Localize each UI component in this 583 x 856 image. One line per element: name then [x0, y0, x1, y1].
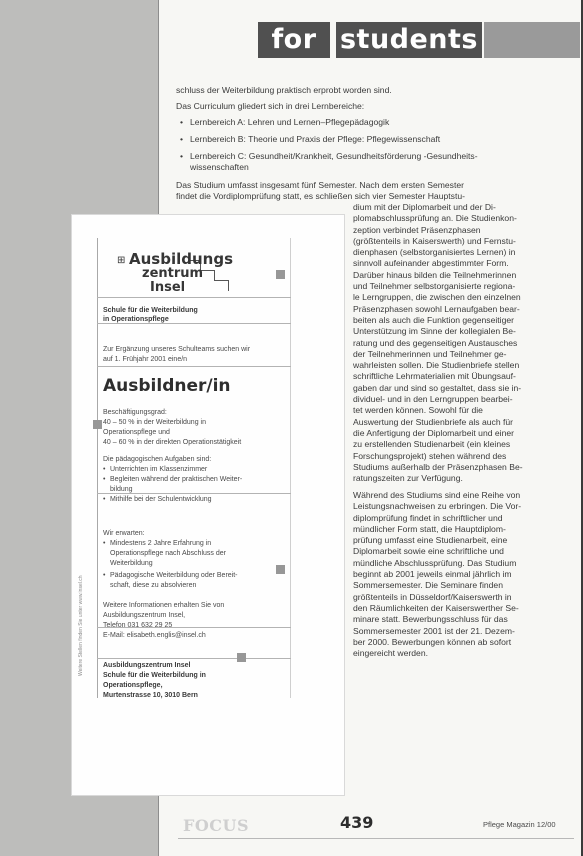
column-line: diplomprüfung findet in schriftlicher und [353, 512, 503, 523]
job-advertisement [72, 215, 344, 795]
column-line: Forschungsprojekt) stehen während des [353, 450, 507, 461]
ad-addr-2: Operationspflege, [103, 682, 163, 689]
ad-employ-0: Beschäftigungsgrad: [103, 409, 167, 416]
column-line: beginnt ab 2001 jeweils einmal jährlich im [353, 569, 512, 580]
ad-tasks-head: Die pädagogischen Aufgaben sind: [103, 456, 212, 463]
ad-bullet: • [103, 572, 106, 579]
column-line: eingereicht werden. [353, 648, 429, 659]
column-line: mündlicher Form statt, die Hauptdiplom- [353, 523, 506, 534]
study-line-1: Das Studium umfasst insgesamt fünf Semester. Nach dem ersten Semester [176, 180, 465, 190]
body-line-2: Das Curriculum gliedert sich in drei Lernbereiche: [176, 101, 365, 111]
column-line: mündliche Abschlussprüfung. Das Studium [353, 557, 517, 568]
bullet-2: Lernbereich B: Theorie und Praxis der Pflege: Pflegewissenschaft [190, 134, 441, 144]
column-line: Präsenzphasen sowohl Lernaufgaben bear- [353, 303, 520, 314]
ad-school-1: Schule für die Weiterbildung [103, 307, 198, 314]
ad-employ-3: 40 – 60 % in der direkten Operationstätigkeit [103, 439, 242, 446]
logo-line-1: Ausbildungs [129, 250, 233, 268]
ad-marker [237, 653, 246, 662]
ad-addr-0: Ausbildungszentrum Insel [103, 662, 191, 669]
logo-stair [214, 280, 229, 291]
ad-bullet: • [103, 496, 106, 503]
header-students: students [336, 22, 482, 58]
footer-rule [178, 838, 574, 839]
column-line: ratungszeiten zur Verfügung. [353, 473, 463, 484]
ad-bullet: • [103, 540, 106, 547]
bullet-dot: • [180, 117, 184, 127]
ad-info-2: Telefon 031 632 29 25 [103, 622, 173, 629]
body-line-1: schluss der Weiterbildung praktisch erprobt worden sind. [176, 85, 392, 95]
column-line: Diplomarbeit sowie eine schriftliche und [353, 546, 504, 557]
ad-marker [276, 270, 285, 279]
ad-req-2: Weiterbildung [110, 560, 153, 567]
column-line: Leistungsnachweisen zu erbringen. Die Vor- [353, 501, 522, 512]
ad-task-1: Begleiten während der praktischen Weiter- [110, 476, 243, 483]
column-line: sinnvoll aufeinander abgestimmter Form. [353, 258, 509, 269]
ad-rule [97, 658, 291, 659]
ad-vertical-note: Weitere Stellen finden Sie unter www.insel.ch [78, 575, 84, 676]
column-line: zu erstellenden Studienarbeit (ein kleines [353, 439, 511, 450]
footer-magazine: Pflege Magazin 12/00 [483, 820, 556, 829]
column-line: Sommersemester 2001 ist der 21. Dezem- [353, 625, 515, 636]
ad-req-1: Operationspflege nach Abschluss der [110, 550, 226, 557]
ad-info-0: Weitere Informationen erhalten Sie von [103, 602, 225, 609]
ad-bullet: • [103, 466, 106, 473]
ad-info-1: Ausbildungszentrum Insel, [103, 612, 186, 619]
column-line: plomabschlussprüfung an. Die Studienkon- [353, 213, 517, 224]
column-line: le Lerngruppen, die zwischen den einzelnen [353, 292, 521, 303]
column-line: dienphasen (selbstorganisiertes Lernen) in [353, 247, 516, 258]
column-line: den Räumlichkeiten der Kaiserswerther Se- [353, 602, 519, 613]
bullet-dot: • [180, 151, 184, 161]
bullet-3: Lernbereich C: Gesundheit/Krankheit, Gesundheitsförderung -Gesundheits- [190, 151, 478, 161]
ad-employ-1: 40 – 50 % in der Weiterbildung in [103, 419, 206, 426]
bullet-3-cont: wissenschaften [190, 162, 249, 172]
ad-task-2: bildung [110, 486, 133, 493]
bullet-1: Lernbereich A: Lehren und Lernen–Pflegepädagogik [190, 117, 390, 127]
column-line: schriftliche Lehrmaterialien mit Übungsauf- [353, 371, 516, 382]
ad-rule-right [290, 238, 291, 698]
bullet-dot: • [180, 134, 184, 144]
column-line: größtenteils in Düsseldorf/Kaiserswerth in [353, 591, 512, 602]
ad-task-3: Mithilfe bei der Schulentwicklung [110, 496, 212, 503]
body-column-1 [353, 202, 575, 484]
logo-line-3: Insel [150, 280, 186, 295]
ad-req-0: Mindestens 2 Jahre Erfahrung in [110, 540, 212, 547]
column-line: minare statt. Bewerbungsschluss für das [353, 614, 508, 625]
column-line: zeption verbindet Präsenzphasen [353, 224, 481, 235]
ad-addr-3: Murtenstrasse 10, 3010 Bern [103, 692, 198, 699]
ad-intro-2: auf 1. Frühjahr 2001 eine/n [103, 356, 188, 363]
column-line: Unterstützung im Sinne der kollegialen Be- [353, 326, 516, 337]
column-line: Auswertung der Studienbriefe als auch für [353, 416, 514, 427]
column-line: die Anfertigung der Diplomarbeit und einer [353, 427, 514, 438]
ad-marker [93, 420, 102, 429]
ad-marker [276, 565, 285, 574]
column-line: Sommersemester. Die Seminare finden [353, 580, 503, 591]
ad-task-0: Unterrichten im Klassenzimmer [110, 466, 208, 473]
logo-icon: ⊞ [117, 255, 126, 266]
ad-req-4: schaft, diese zu absolvieren [110, 582, 197, 589]
page-number: 439 [340, 813, 374, 832]
column-line: der Teilnehmerinnen und Teilnehmer ge- [353, 348, 507, 359]
ad-employ-2: Operationspflege und [103, 429, 170, 436]
column-line: Darüber hinaus bilden die Teilnehmerinnen [353, 269, 517, 280]
column-line: wahrleisten sollen. Die Studienbriefe stellen [353, 360, 520, 371]
column-line: dium mit der Diplomarbeit und der Di- [353, 202, 496, 212]
ad-rule [97, 366, 291, 367]
ad-req-3: Pädagogische Weiterbildung oder Bereit- [110, 572, 238, 579]
header-for: for [258, 22, 330, 58]
column-line: ratung und des gegenseitigen Austausches [353, 337, 518, 348]
ad-req-head: Wir erwarten: [103, 530, 145, 537]
header-bar [484, 22, 580, 58]
logo-line-2: zentrum [142, 266, 204, 281]
ad-title: Ausbildner/in [103, 376, 231, 396]
column-line: ber 2000. Bewerbungen können ab sofort [353, 636, 512, 647]
column-line: beiten als auch die Funktion gegenseitiger [353, 314, 515, 325]
column-line: Während des Studiums sind eine Reihe von [353, 490, 521, 500]
column-line: dividuel- und in den Lerngruppen bearbei- [353, 394, 513, 405]
ad-intro-1: Zur Ergänzung unseres Schulteams suchen wir [103, 346, 251, 353]
ad-bullet: • [103, 476, 106, 483]
column-line: Studiums außerhalb der Präsenzphasen Be- [353, 461, 523, 472]
ad-rule-left [97, 238, 98, 698]
footer-brand: FOCUS [183, 816, 250, 835]
column-line: gaben dar und sind so gestaltet, dass sie in- [353, 382, 522, 393]
column-line: prüfung umfasst eine Studienarbeit, eine [353, 535, 508, 546]
column-line: tet werden können. Sowohl für die [353, 405, 483, 416]
ad-school-2: in Operationspflege [103, 316, 169, 323]
body-column-2 [353, 490, 575, 659]
column-line: (größtenteils in Kaiserswerth) und Fernstu- [353, 235, 516, 246]
ad-rule [97, 297, 291, 298]
ad-info-3: E-Mail: elisabeth.englis@insel.ch [103, 632, 206, 639]
column-line: und Teilnehmer selbstorganisierte regiona- [353, 281, 516, 292]
ad-addr-1: Schule für die Weiterbildung in [103, 672, 206, 679]
study-line-2: findet die Vordiplomprüfung statt, es schließen sich vier Semester Hauptstu- [176, 191, 465, 201]
